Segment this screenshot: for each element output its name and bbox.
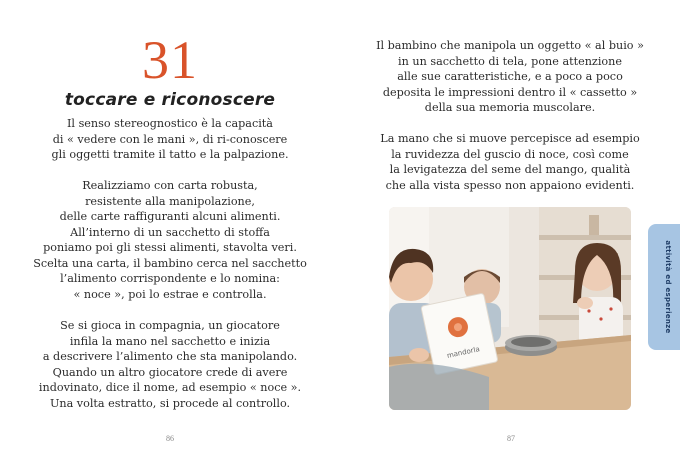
page-number-left: 86 xyxy=(166,434,174,443)
text-line: Scelta una carta, il bambino cerca nel sacchetto xyxy=(33,256,307,270)
text-line: l’alimento corrispondente e lo nomina: xyxy=(60,272,280,285)
right-paragraph-2 xyxy=(340,131,680,193)
text-line: infila la mano nel sacchetto e inizia xyxy=(69,334,271,348)
text-line: All’interno di un sacchetto di stoffa xyxy=(70,225,270,239)
text-line: che alla vista spesso non appaiono evidenti. xyxy=(385,178,635,192)
children-playing-photo xyxy=(389,207,631,410)
left-paragraph-3 xyxy=(0,318,340,411)
text-line: Quando un altro giocatore crede di avere xyxy=(52,365,288,379)
side-tab-label: attività ed esperienze xyxy=(664,240,672,334)
text-line: della sua memoria muscolare. xyxy=(424,101,596,114)
text-line: indovinato, dice il nome, ad esempio « noce ». xyxy=(38,381,302,394)
text-line: La mano che si muove percepisce ad esempio xyxy=(380,132,640,145)
text-line: resistente alla manipolazione, xyxy=(85,194,255,208)
text-line: poniamo poi gli stessi alimenti, stavolta veri. xyxy=(43,241,297,254)
text-line: di « vedere con le mani », di ri-conoscere xyxy=(52,132,288,146)
text-line: alle sue caratteristiche, e a poco a poco xyxy=(397,70,623,83)
text-line: Una volta estratto, si procede al controllo. xyxy=(49,396,291,410)
text-line: gli oggetti tramite il tatto e la palpazione. xyxy=(51,148,289,161)
section-side-tab xyxy=(648,224,680,350)
chapter-title: toccare e riconoscere xyxy=(64,90,276,110)
text-line: la levigatezza del seme del mango, qualità xyxy=(389,163,631,176)
page-number-right: 87 xyxy=(507,434,515,443)
text-line: Il senso stereognostico è la capacità xyxy=(67,117,273,130)
text-line: deposita le impressioni dentro il « cassetto » xyxy=(382,85,638,99)
text-line: « noce », poi lo estrae e controlla. xyxy=(73,287,267,301)
photo-illustration xyxy=(389,207,631,410)
text-line: Il bambino che manipola un oggetto « al buio » xyxy=(376,39,644,52)
text-line: a descrivere l’alimento che sta manipolando. xyxy=(42,350,298,363)
text-line: in un sacchetto di tela, pone attenzione xyxy=(398,54,622,68)
chapter-number: 31 xyxy=(142,30,198,90)
text-line: delle carte raffiguranti alcuni alimenti. xyxy=(59,210,281,223)
card-word: mandorla xyxy=(446,345,481,360)
right-paragraph-1 xyxy=(340,38,680,116)
text-line: la ruvidezza del guscio di noce, così come xyxy=(391,147,629,161)
text-line: Se si gioca in compagnia, un giocatore xyxy=(60,319,280,332)
text-line: Realizziamo con carta robusta, xyxy=(82,179,258,192)
left-paragraph-2 xyxy=(0,178,340,302)
left-paragraph-1 xyxy=(0,116,340,163)
